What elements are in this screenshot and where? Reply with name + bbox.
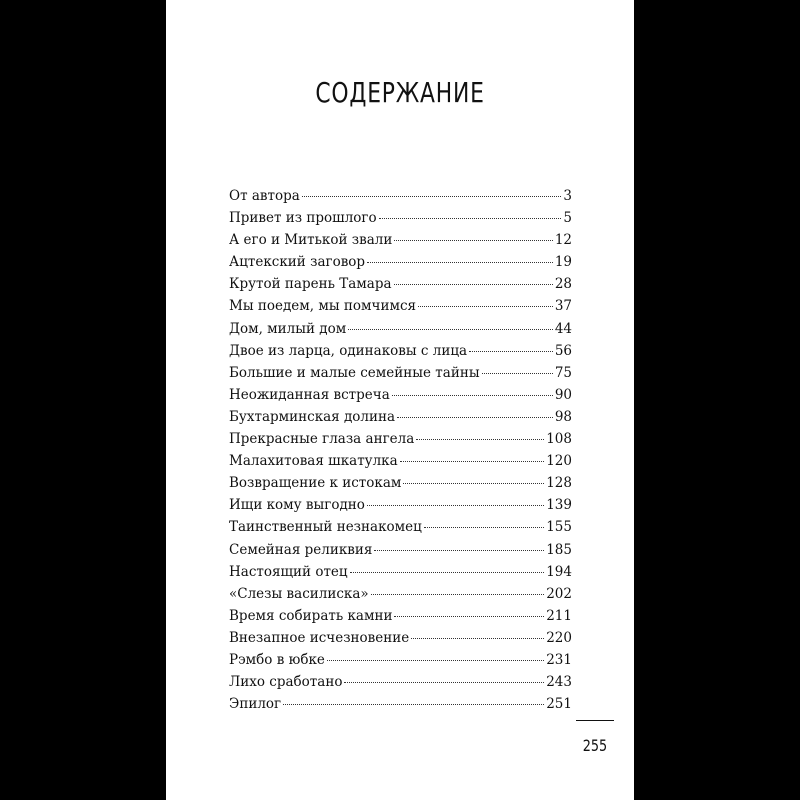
toc-entry <box>229 630 572 652</box>
toc-entry-page: 231 <box>546 651 572 668</box>
toc-entry <box>229 542 572 564</box>
toc-entry-page: 56 <box>554 342 572 359</box>
dot-leader <box>348 329 553 330</box>
toc-entry-page: 19 <box>554 254 572 271</box>
toc-entry <box>229 232 572 254</box>
toc-entry <box>229 652 572 674</box>
toc-entry-page: 75 <box>554 364 572 381</box>
dot-leader <box>367 505 544 506</box>
toc-entry-title: Возвращение к истокам <box>229 475 402 492</box>
toc-entry-title: Крутой парень Тамара <box>229 276 392 293</box>
toc-entry <box>229 586 572 608</box>
toc-entry <box>229 409 572 431</box>
toc-entry <box>229 276 572 298</box>
toc-entry-page: 155 <box>546 519 572 536</box>
right-black-border <box>634 0 800 800</box>
toc-entry-page: 90 <box>554 386 572 403</box>
toc-entry <box>229 343 572 365</box>
toc-entry-title: Большие и малые семейные тайны <box>229 364 480 381</box>
toc-entry-title: А его и Митькой звали <box>229 232 393 249</box>
dot-leader <box>379 218 562 219</box>
toc-entry-page: 202 <box>546 585 572 602</box>
toc-entry-title: Время собирать камни <box>229 607 393 624</box>
dot-leader <box>394 284 553 285</box>
toc-entry-title: Ищи кому выгодно <box>229 497 365 514</box>
toc-entry-title: Прекрасные глаза ангела <box>229 431 415 448</box>
toc-entry <box>229 519 572 541</box>
toc-entry <box>229 298 572 320</box>
toc-entry-title: Привет из прошлого <box>229 210 377 227</box>
dot-leader <box>403 483 544 484</box>
dot-leader <box>344 682 544 683</box>
dot-leader <box>350 572 545 573</box>
toc-entry-page: 220 <box>546 629 572 646</box>
table-of-contents <box>229 188 572 718</box>
toc-entry-title: Эпилог <box>229 696 282 713</box>
dot-leader <box>371 594 545 595</box>
toc-entry <box>229 453 572 475</box>
dot-leader <box>469 351 553 352</box>
toc-entry-page: 128 <box>546 475 572 492</box>
dot-leader <box>424 527 544 528</box>
dot-leader <box>394 616 544 617</box>
toc-entry <box>229 674 572 696</box>
dot-leader <box>283 704 544 705</box>
toc-entry-title: Ацтекский заговор <box>229 254 366 271</box>
toc-entry <box>229 365 572 387</box>
dot-leader <box>416 439 544 440</box>
toc-entry-title: Семейная реликвия <box>229 541 373 558</box>
toc-entry-page: 185 <box>546 541 572 558</box>
dot-leader <box>400 461 545 462</box>
toc-entry <box>229 387 572 409</box>
toc-entry-page: 12 <box>554 232 572 249</box>
toc-entry-page: 37 <box>554 298 572 315</box>
folio-rule <box>576 720 614 721</box>
dot-leader <box>394 240 552 241</box>
toc-entry-page: 139 <box>546 497 572 514</box>
dot-leader <box>482 373 553 374</box>
dot-leader <box>374 550 544 551</box>
toc-entry-page: 211 <box>546 607 572 624</box>
toc-entry-title: Мы поедем, мы помчимся <box>229 298 417 315</box>
toc-entry-page: 251 <box>546 696 572 713</box>
dot-leader <box>397 417 553 418</box>
toc-entry-title: «Слезы василиска» <box>229 585 369 602</box>
toc-entry <box>229 321 572 343</box>
toc-entry-title: Настоящий отец <box>229 563 348 580</box>
dot-leader <box>392 395 553 396</box>
dot-leader <box>327 660 544 661</box>
toc-entry-title: Рэмбо в юбке <box>229 651 325 668</box>
toc-entry-page: 243 <box>546 674 572 691</box>
toc-entry-title: От автора <box>229 188 300 204</box>
toc-entry <box>229 696 572 718</box>
dot-leader <box>367 262 553 263</box>
toc-entry-page: 108 <box>546 431 572 448</box>
toc-entry <box>229 254 572 276</box>
toc-entry-title: Внезапное исчезновение <box>229 629 410 646</box>
toc-entry-page: 98 <box>554 408 572 425</box>
toc-entry <box>229 564 572 586</box>
dot-leader <box>302 196 562 197</box>
page-title: СОДЕРЖАНИЕ <box>315 76 485 109</box>
toc-entry <box>229 475 572 497</box>
toc-entry-page: 44 <box>554 320 572 337</box>
toc-entry-title: Лихо сработано <box>229 674 343 691</box>
toc-entry <box>229 210 572 232</box>
toc-entry-page: 28 <box>554 276 572 293</box>
toc-entry-title: Двое из ларца, одинаковы с лица <box>229 342 468 359</box>
toc-entry-page: 3 <box>563 188 572 204</box>
toc-entry-title: Малахитовая шкатулка <box>229 453 398 470</box>
toc-entry <box>229 608 572 630</box>
left-black-border <box>0 0 166 800</box>
toc-entry-title: Неожиданная встреча <box>229 386 390 403</box>
toc-entry <box>229 497 572 519</box>
toc-entry <box>229 431 572 453</box>
toc-entry-page: 5 <box>563 210 572 227</box>
dot-leader <box>411 638 544 639</box>
toc-entry <box>229 188 572 210</box>
book-page <box>166 0 634 800</box>
toc-entry-title: Таинственный незнакомец <box>229 519 422 536</box>
page-number: 255 <box>582 736 608 755</box>
toc-entry-page: 120 <box>546 453 572 470</box>
toc-entry-page: 194 <box>546 563 572 580</box>
toc-entry-title: Бухтарминская долина <box>229 408 396 425</box>
dot-leader <box>418 306 553 307</box>
toc-entry-title: Дом, милый дом <box>229 320 347 337</box>
